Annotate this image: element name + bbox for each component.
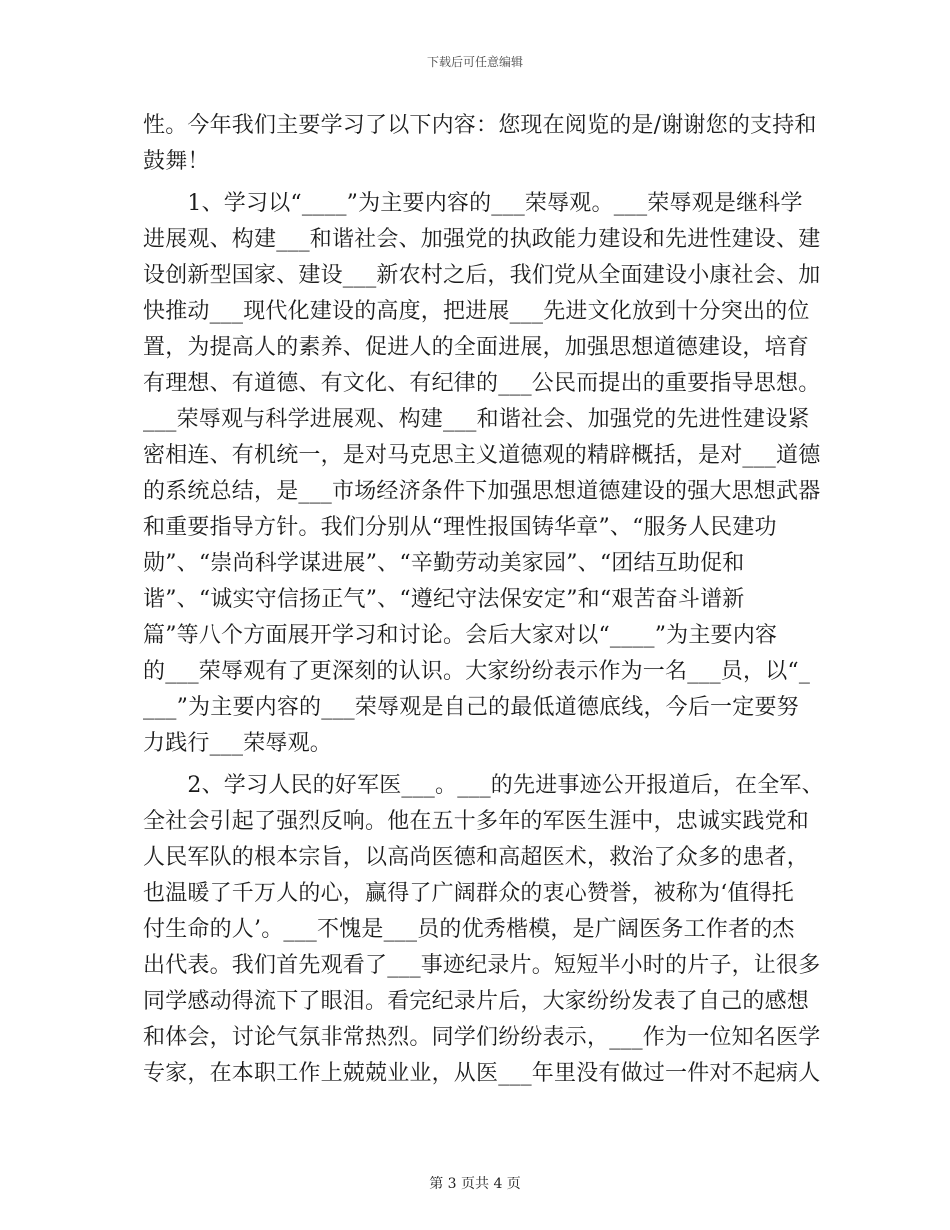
text-line: 密相连、有机统一，是对马克思主义道德观的精辟概括，是对___道德 bbox=[143, 443, 821, 468]
text-line: 鼓舞！ bbox=[143, 149, 210, 174]
text-line: 篇”等八个方面展开学习和讨论。会后大家对以“____”为主要内容 bbox=[143, 623, 778, 648]
text-line: 全社会引起了强烈反响。他在五十多年的军医生涯中，忠诚实践党和 bbox=[143, 809, 810, 834]
text-line: 专家，在本职工作上兢兢业业，从医___年里没有做过一件对不起病人 bbox=[143, 1061, 821, 1086]
text-line: 同学感动得流下了眼泪。看完纪录片后，大家纷纷发表了自己的感想 bbox=[143, 989, 810, 1014]
text-line: 也温暖了千万人的心，赢得了广阔群众的衷心赞誉，被称为‘值得托 bbox=[143, 881, 794, 906]
text-line: 和重要指导方针。我们分别从“理性报国铸华章”、“服务人民建功 bbox=[143, 515, 777, 540]
text-line: 的___荣辱观有了更深刻的认识。大家纷纷表示作为一名___员，以“_ bbox=[143, 659, 811, 684]
text-line: 置，为提高人的素养、促进人的全面进展，加强思想道德建设，培育 bbox=[143, 335, 810, 360]
text-line: 付生命的人’。___不愧是___员的优秀楷模，是广阔医务工作者的杰 bbox=[143, 917, 795, 942]
paragraph bbox=[143, 768, 824, 1092]
text-line: 性。今年我们主要学习了以下内容：您现在阅览的是/谢谢您的支持和 bbox=[143, 113, 817, 138]
text-line: 2、学习人民的好军医___。___的先进事迹公开报道后，在全军、 bbox=[143, 773, 824, 798]
text-line: ___”为主要内容的___荣辱观是自己的最低道德底线，今后一定要努 bbox=[143, 695, 799, 720]
document-body bbox=[143, 108, 824, 1092]
text-line: 进展观、构建___和谐社会、加强党的执政能力建设和先进性建设、建 bbox=[143, 227, 821, 252]
text-line: 勋”、“崇尚科学谋进展”、“辛勤劳动美家园”、“团结互助促和 bbox=[143, 551, 745, 576]
text-line: 和体会，讨论气氛非常热烈。同学们纷纷表示，___作为一位知名医学 bbox=[143, 1025, 821, 1050]
page-footer: 第 3 页共 4 页 bbox=[429, 1176, 521, 1192]
text-line: 力践行___荣辱观。 bbox=[143, 731, 333, 756]
text-line: 设创新型国家、建设___新农村之后，我们党从全面建设小康社会、加 bbox=[143, 263, 821, 288]
text-line: 快推动___现代化建设的高度，把进展___先进文化放到十分突出的位 bbox=[143, 299, 810, 324]
text-line: 谐”、“诚实守信扬正气”、“遵纪守法保安定”和“艰苦奋斗谱新 bbox=[143, 587, 745, 612]
text-line: 1、学习以“____”为主要内容的___荣辱观。___荣辱观是继科学 bbox=[143, 191, 803, 216]
text-line: 人民军队的根本宗旨，以高尚医德和高超医术，救治了众多的患者， bbox=[143, 845, 810, 870]
text-line: ___荣辱观与科学进展观、构建___和谐社会、加强党的先进性建设紧 bbox=[143, 407, 810, 432]
paragraph bbox=[143, 186, 821, 762]
page-header: 下载后可任意编辑 bbox=[426, 55, 523, 69]
text-line: 有理想、有道德、有文化、有纪律的___公民而提出的重要指导思想。 bbox=[143, 371, 821, 396]
text-line: 出代表。我们首先观看了___事迹纪录片。短短半小时的片子，让很多 bbox=[143, 953, 821, 978]
text-line: 的系统总结，是___市场经济条件下加强思想道德建设的强大思想武器 bbox=[143, 479, 821, 504]
paragraph bbox=[143, 108, 817, 180]
